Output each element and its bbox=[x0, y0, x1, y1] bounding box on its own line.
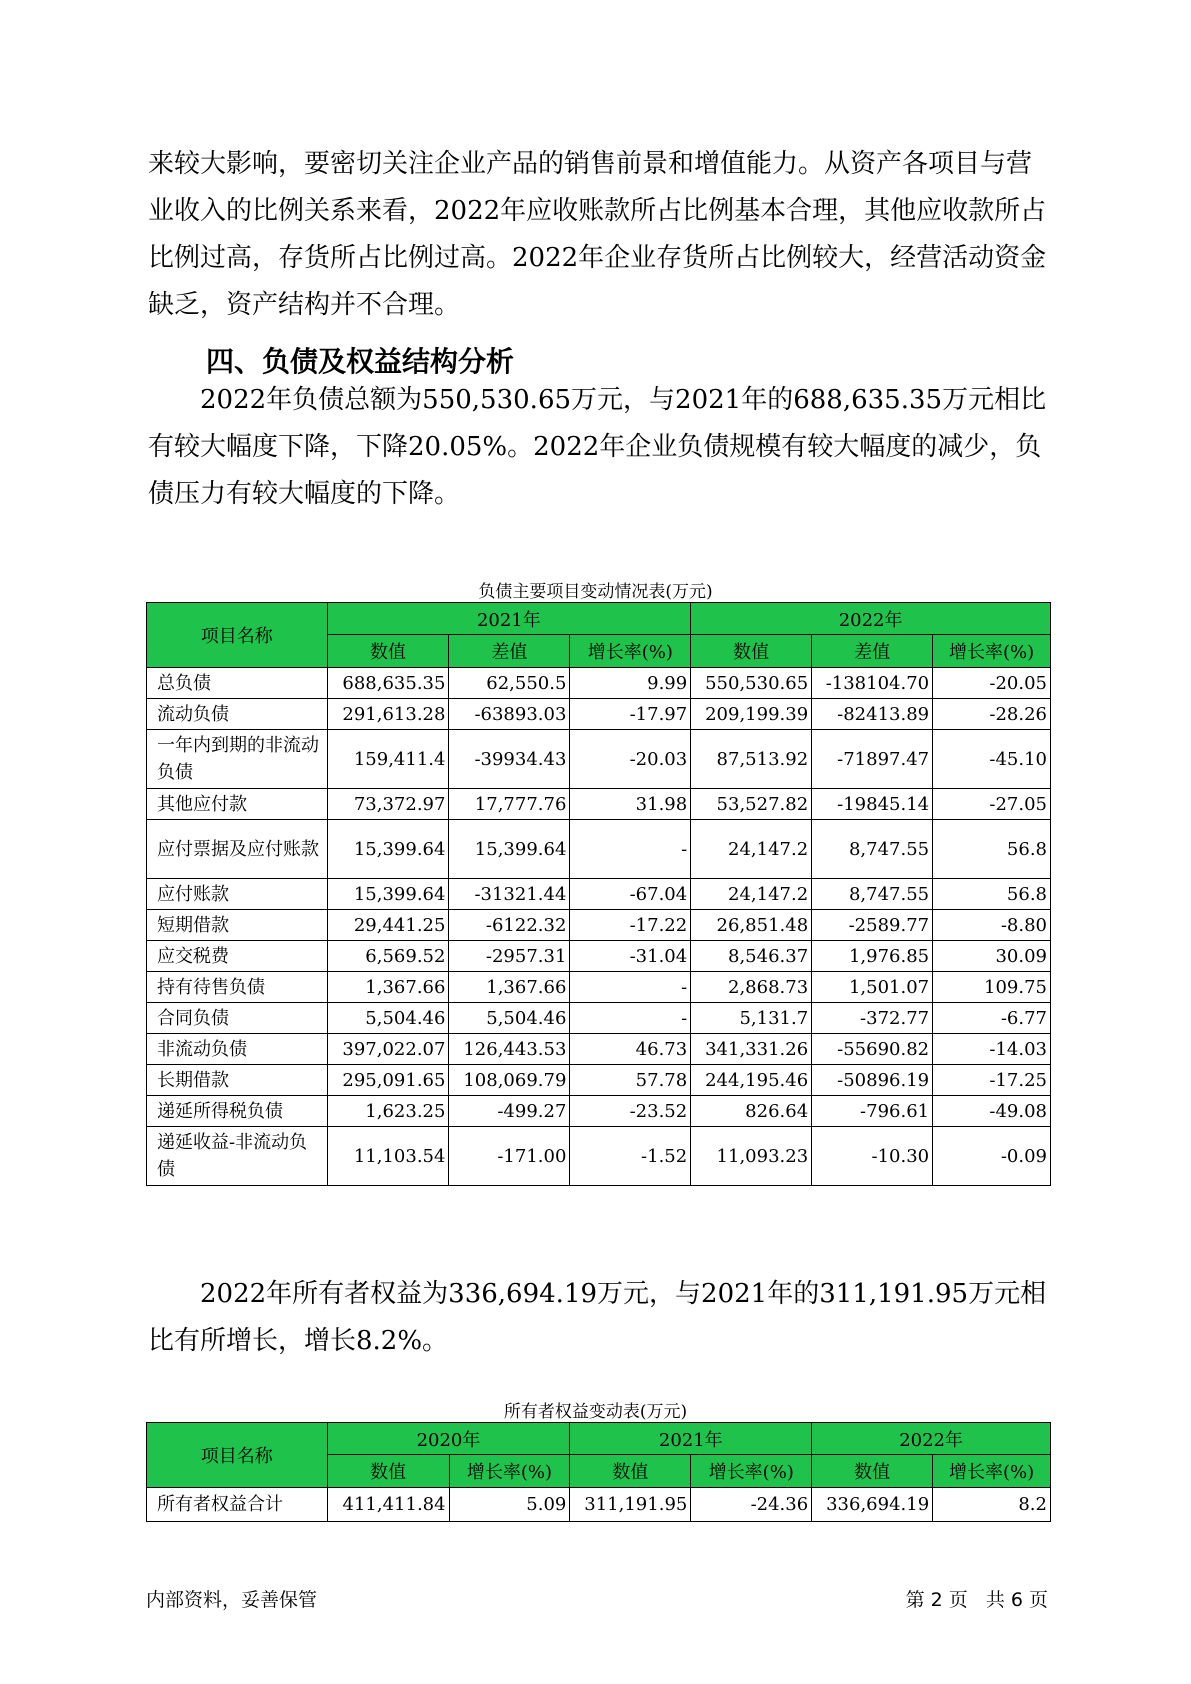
cell-growth-2022: -45.10 bbox=[933, 730, 1051, 789]
header-item-name: 项目名称 bbox=[147, 603, 328, 668]
row-item-name: 合同负债 bbox=[147, 1003, 328, 1034]
cell-value-2021: 1,623.25 bbox=[327, 1096, 449, 1127]
cell-diff-2022: -2589.77 bbox=[812, 910, 933, 941]
total-suffix: 页 bbox=[1028, 1589, 1048, 1611]
equity-table bbox=[146, 1422, 1051, 1522]
cell-growth-2021: -67.04 bbox=[570, 879, 691, 910]
cell-growth-2022: 56.8 bbox=[933, 820, 1051, 879]
cell-growth-2022: -20.05 bbox=[933, 668, 1051, 699]
cell-growth-2022: -27.05 bbox=[933, 789, 1051, 820]
header-growth: 增长率(%) bbox=[570, 635, 691, 668]
cell-value-2020: 411,411.84 bbox=[327, 1488, 449, 1522]
intro-paragraph: 来较大影响，要密切关注企业产品的销售前景和增值能力。从资产各项目与营业收入的比例关系来看，2022年应收账款所占比例基本合理，其他应收款所占比例过高，存货所占比例过高。2022年企业存货所占比例较大，经营活动资金缺乏，资产结构并不合理。 bbox=[148, 149, 1047, 320]
row-item-name: 持有待售负债 bbox=[147, 972, 328, 1003]
cell-diff-2022: -138104.70 bbox=[812, 668, 933, 699]
table-row bbox=[147, 1065, 1051, 1096]
equity-paragraph: 2022年所有者权益为336,694.19万元，与2021年的311,191.95万元相比有所增长，增长8.2%。 bbox=[148, 1279, 1047, 1356]
cell-diff-2021: -2957.31 bbox=[449, 941, 570, 972]
header-growth: 增长率(%) bbox=[691, 1455, 812, 1488]
cell-growth-2022: -28.26 bbox=[933, 699, 1051, 730]
header-value: 数值 bbox=[327, 635, 449, 668]
cell-value-2021: 159,411.4 bbox=[327, 730, 449, 789]
table-row bbox=[147, 820, 1051, 879]
row-item-name: 一年内到期的非流动负债 bbox=[147, 730, 328, 789]
cell-growth-2022: -6.77 bbox=[933, 1003, 1051, 1034]
cell-value-2022: 341,331.26 bbox=[691, 1034, 812, 1065]
cell-diff-2021: 5,504.46 bbox=[449, 1003, 570, 1034]
footer-page-number bbox=[903, 1585, 1051, 1612]
cell-diff-2022: -372.77 bbox=[812, 1003, 933, 1034]
debt-table bbox=[146, 602, 1051, 1186]
cell-value-2022: 244,195.46 bbox=[691, 1065, 812, 1096]
cell-diff-2021: 17,777.76 bbox=[449, 789, 570, 820]
table-row bbox=[147, 789, 1051, 820]
header-growth: 增长率(%) bbox=[933, 1455, 1051, 1488]
cell-growth-2022: 8.2 bbox=[933, 1488, 1051, 1522]
row-item-name: 递延收益-非流动负债 bbox=[147, 1127, 328, 1186]
equity-table-caption: 所有者权益变动表(万元) bbox=[503, 1402, 688, 1422]
cell-value-2022: 26,851.48 bbox=[691, 910, 812, 941]
cell-growth-2021: - bbox=[570, 820, 691, 879]
header-year-2021: 2021年 bbox=[570, 1423, 812, 1455]
total-prefix: 共 bbox=[985, 1589, 1005, 1611]
total-num: 6 bbox=[1010, 1589, 1023, 1611]
cell-value-2021: 688,635.35 bbox=[327, 668, 449, 699]
cell-value-2021: 6,569.52 bbox=[327, 941, 449, 972]
debt-table-caption: 负债主要项目变动情况表(万元) bbox=[478, 582, 713, 602]
cell-growth-2021: -24.36 bbox=[691, 1488, 812, 1522]
cell-diff-2022: -19845.14 bbox=[812, 789, 933, 820]
header-growth: 增长率(%) bbox=[933, 635, 1051, 668]
cell-diff-2022: -82413.89 bbox=[812, 699, 933, 730]
cell-value-2021: 29,441.25 bbox=[327, 910, 449, 941]
cell-diff-2022: -55690.82 bbox=[812, 1034, 933, 1065]
header-growth: 增长率(%) bbox=[449, 1455, 570, 1488]
cell-diff-2021: -171.00 bbox=[449, 1127, 570, 1186]
table-row bbox=[147, 1034, 1051, 1065]
table-row bbox=[147, 1003, 1051, 1034]
header-value: 数值 bbox=[570, 1455, 691, 1488]
row-item-name: 总负债 bbox=[147, 668, 328, 699]
cell-growth-2021: -17.22 bbox=[570, 910, 691, 941]
table-row bbox=[147, 699, 1051, 730]
cell-growth-2020: 5.09 bbox=[449, 1488, 570, 1522]
cell-diff-2021: 126,443.53 bbox=[449, 1034, 570, 1065]
cell-diff-2021: -63893.03 bbox=[449, 699, 570, 730]
cell-diff-2021: -499.27 bbox=[449, 1096, 570, 1127]
cell-value-2021: 5,504.46 bbox=[327, 1003, 449, 1034]
cell-value-2022: 11,093.23 bbox=[691, 1127, 812, 1186]
cell-value-2021: 311,191.95 bbox=[570, 1488, 691, 1522]
cell-value-2022: 336,694.19 bbox=[812, 1488, 933, 1522]
page-prefix: 第 bbox=[905, 1589, 925, 1611]
row-item-name: 应付账款 bbox=[147, 879, 328, 910]
header-year-2022: 2022年 bbox=[812, 1423, 1051, 1455]
cell-growth-2021: - bbox=[570, 972, 691, 1003]
page-mid: 页 bbox=[948, 1589, 968, 1611]
table-row bbox=[147, 1488, 1051, 1522]
cell-growth-2021: -23.52 bbox=[570, 1096, 691, 1127]
cell-value-2021: 15,399.64 bbox=[327, 820, 449, 879]
cell-value-2022: 24,147.2 bbox=[691, 879, 812, 910]
cell-value-2021: 291,613.28 bbox=[327, 699, 449, 730]
header-year-2022: 2022年 bbox=[691, 603, 1051, 635]
row-item-name: 非流动负债 bbox=[147, 1034, 328, 1065]
row-item-name: 短期借款 bbox=[147, 910, 328, 941]
header-value: 数值 bbox=[812, 1455, 933, 1488]
cell-growth-2022: -49.08 bbox=[933, 1096, 1051, 1127]
cell-growth-2022: -17.25 bbox=[933, 1065, 1051, 1096]
cell-growth-2022: 30.09 bbox=[933, 941, 1051, 972]
cell-diff-2021: 62,550.5 bbox=[449, 668, 570, 699]
row-item-name: 递延所得税负债 bbox=[147, 1096, 328, 1127]
cell-diff-2022: 8,747.55 bbox=[812, 879, 933, 910]
cell-value-2021: 1,367.66 bbox=[327, 972, 449, 1003]
table-row bbox=[147, 668, 1051, 699]
cell-value-2021: 73,372.97 bbox=[327, 789, 449, 820]
cell-growth-2021: -17.97 bbox=[570, 699, 691, 730]
row-item-name: 流动负债 bbox=[147, 699, 328, 730]
row-item-name: 长期借款 bbox=[147, 1065, 328, 1096]
cell-value-2022: 550,530.65 bbox=[691, 668, 812, 699]
cell-diff-2021: 15,399.64 bbox=[449, 820, 570, 879]
header-value: 数值 bbox=[691, 635, 812, 668]
cell-value-2022: 209,199.39 bbox=[691, 699, 812, 730]
table-row bbox=[147, 730, 1051, 789]
debt-paragraph: 2022年负债总额为550,530.65万元，与2021年的688,635.35万元相比有较大幅度下降，下降20.05%。2022年企业负债规模有较大幅度的减少，负债压力有较大幅度的下降。 bbox=[148, 385, 1047, 509]
cell-diff-2021: 1,367.66 bbox=[449, 972, 570, 1003]
table-row bbox=[147, 879, 1051, 910]
header-item-name: 项目名称 bbox=[147, 1423, 328, 1488]
cell-diff-2022: -71897.47 bbox=[812, 730, 933, 789]
cell-diff-2021: -31321.44 bbox=[449, 879, 570, 910]
cell-growth-2022: 56.8 bbox=[933, 879, 1051, 910]
cell-value-2022: 5,131.7 bbox=[691, 1003, 812, 1034]
header-diff: 差值 bbox=[812, 635, 933, 668]
header-year-2020: 2020年 bbox=[327, 1423, 570, 1455]
cell-growth-2021: - bbox=[570, 1003, 691, 1034]
row-item-name: 应付票据及应付账款 bbox=[147, 820, 328, 879]
table-row bbox=[147, 1127, 1051, 1186]
table-row bbox=[147, 972, 1051, 1003]
header-value: 数值 bbox=[327, 1455, 449, 1488]
cell-value-2022: 8,546.37 bbox=[691, 941, 812, 972]
cell-growth-2022: -0.09 bbox=[933, 1127, 1051, 1186]
cell-growth-2022: -8.80 bbox=[933, 910, 1051, 941]
cell-diff-2021: 108,069.79 bbox=[449, 1065, 570, 1096]
cell-diff-2022: -10.30 bbox=[812, 1127, 933, 1186]
cell-value-2022: 2,868.73 bbox=[691, 972, 812, 1003]
row-item-name: 应交税费 bbox=[147, 941, 328, 972]
cell-value-2021: 11,103.54 bbox=[327, 1127, 449, 1186]
section-heading: 四、负债及权益结构分析 bbox=[206, 345, 515, 378]
row-item-name: 所有者权益合计 bbox=[147, 1488, 328, 1522]
cell-diff-2022: 1,501.07 bbox=[812, 972, 933, 1003]
cell-growth-2021: 46.73 bbox=[570, 1034, 691, 1065]
cell-growth-2021: 57.78 bbox=[570, 1065, 691, 1096]
cell-growth-2021: 31.98 bbox=[570, 789, 691, 820]
cell-diff-2021: -6122.32 bbox=[449, 910, 570, 941]
cell-diff-2022: 8,747.55 bbox=[812, 820, 933, 879]
cell-value-2022: 53,527.82 bbox=[691, 789, 812, 820]
cell-diff-2022: -50896.19 bbox=[812, 1065, 933, 1096]
cell-value-2022: 826.64 bbox=[691, 1096, 812, 1127]
cell-growth-2022: 109.75 bbox=[933, 972, 1051, 1003]
row-item-name: 其他应付款 bbox=[147, 789, 328, 820]
cell-growth-2021: -31.04 bbox=[570, 941, 691, 972]
cell-diff-2021: -39934.43 bbox=[449, 730, 570, 789]
cell-growth-2021: 9.99 bbox=[570, 668, 691, 699]
header-diff: 差值 bbox=[449, 635, 570, 668]
cell-value-2022: 24,147.2 bbox=[691, 820, 812, 879]
table-row bbox=[147, 941, 1051, 972]
cell-growth-2021: -1.52 bbox=[570, 1127, 691, 1186]
cell-value-2021: 295,091.65 bbox=[327, 1065, 449, 1096]
footer-confidential-note: 内部资料，妥善保管 bbox=[146, 1589, 318, 1611]
cell-growth-2022: -14.03 bbox=[933, 1034, 1051, 1065]
table-row bbox=[147, 910, 1051, 941]
cell-value-2021: 15,399.64 bbox=[327, 879, 449, 910]
cell-value-2022: 87,513.92 bbox=[691, 730, 812, 789]
cell-growth-2021: -20.03 bbox=[570, 730, 691, 789]
cell-value-2021: 397,022.07 bbox=[327, 1034, 449, 1065]
header-year-2021: 2021年 bbox=[327, 603, 691, 635]
cell-diff-2022: 1,976.85 bbox=[812, 941, 933, 972]
page-num: 2 bbox=[930, 1589, 943, 1611]
cell-diff-2022: -796.61 bbox=[812, 1096, 933, 1127]
table-row bbox=[147, 1096, 1051, 1127]
